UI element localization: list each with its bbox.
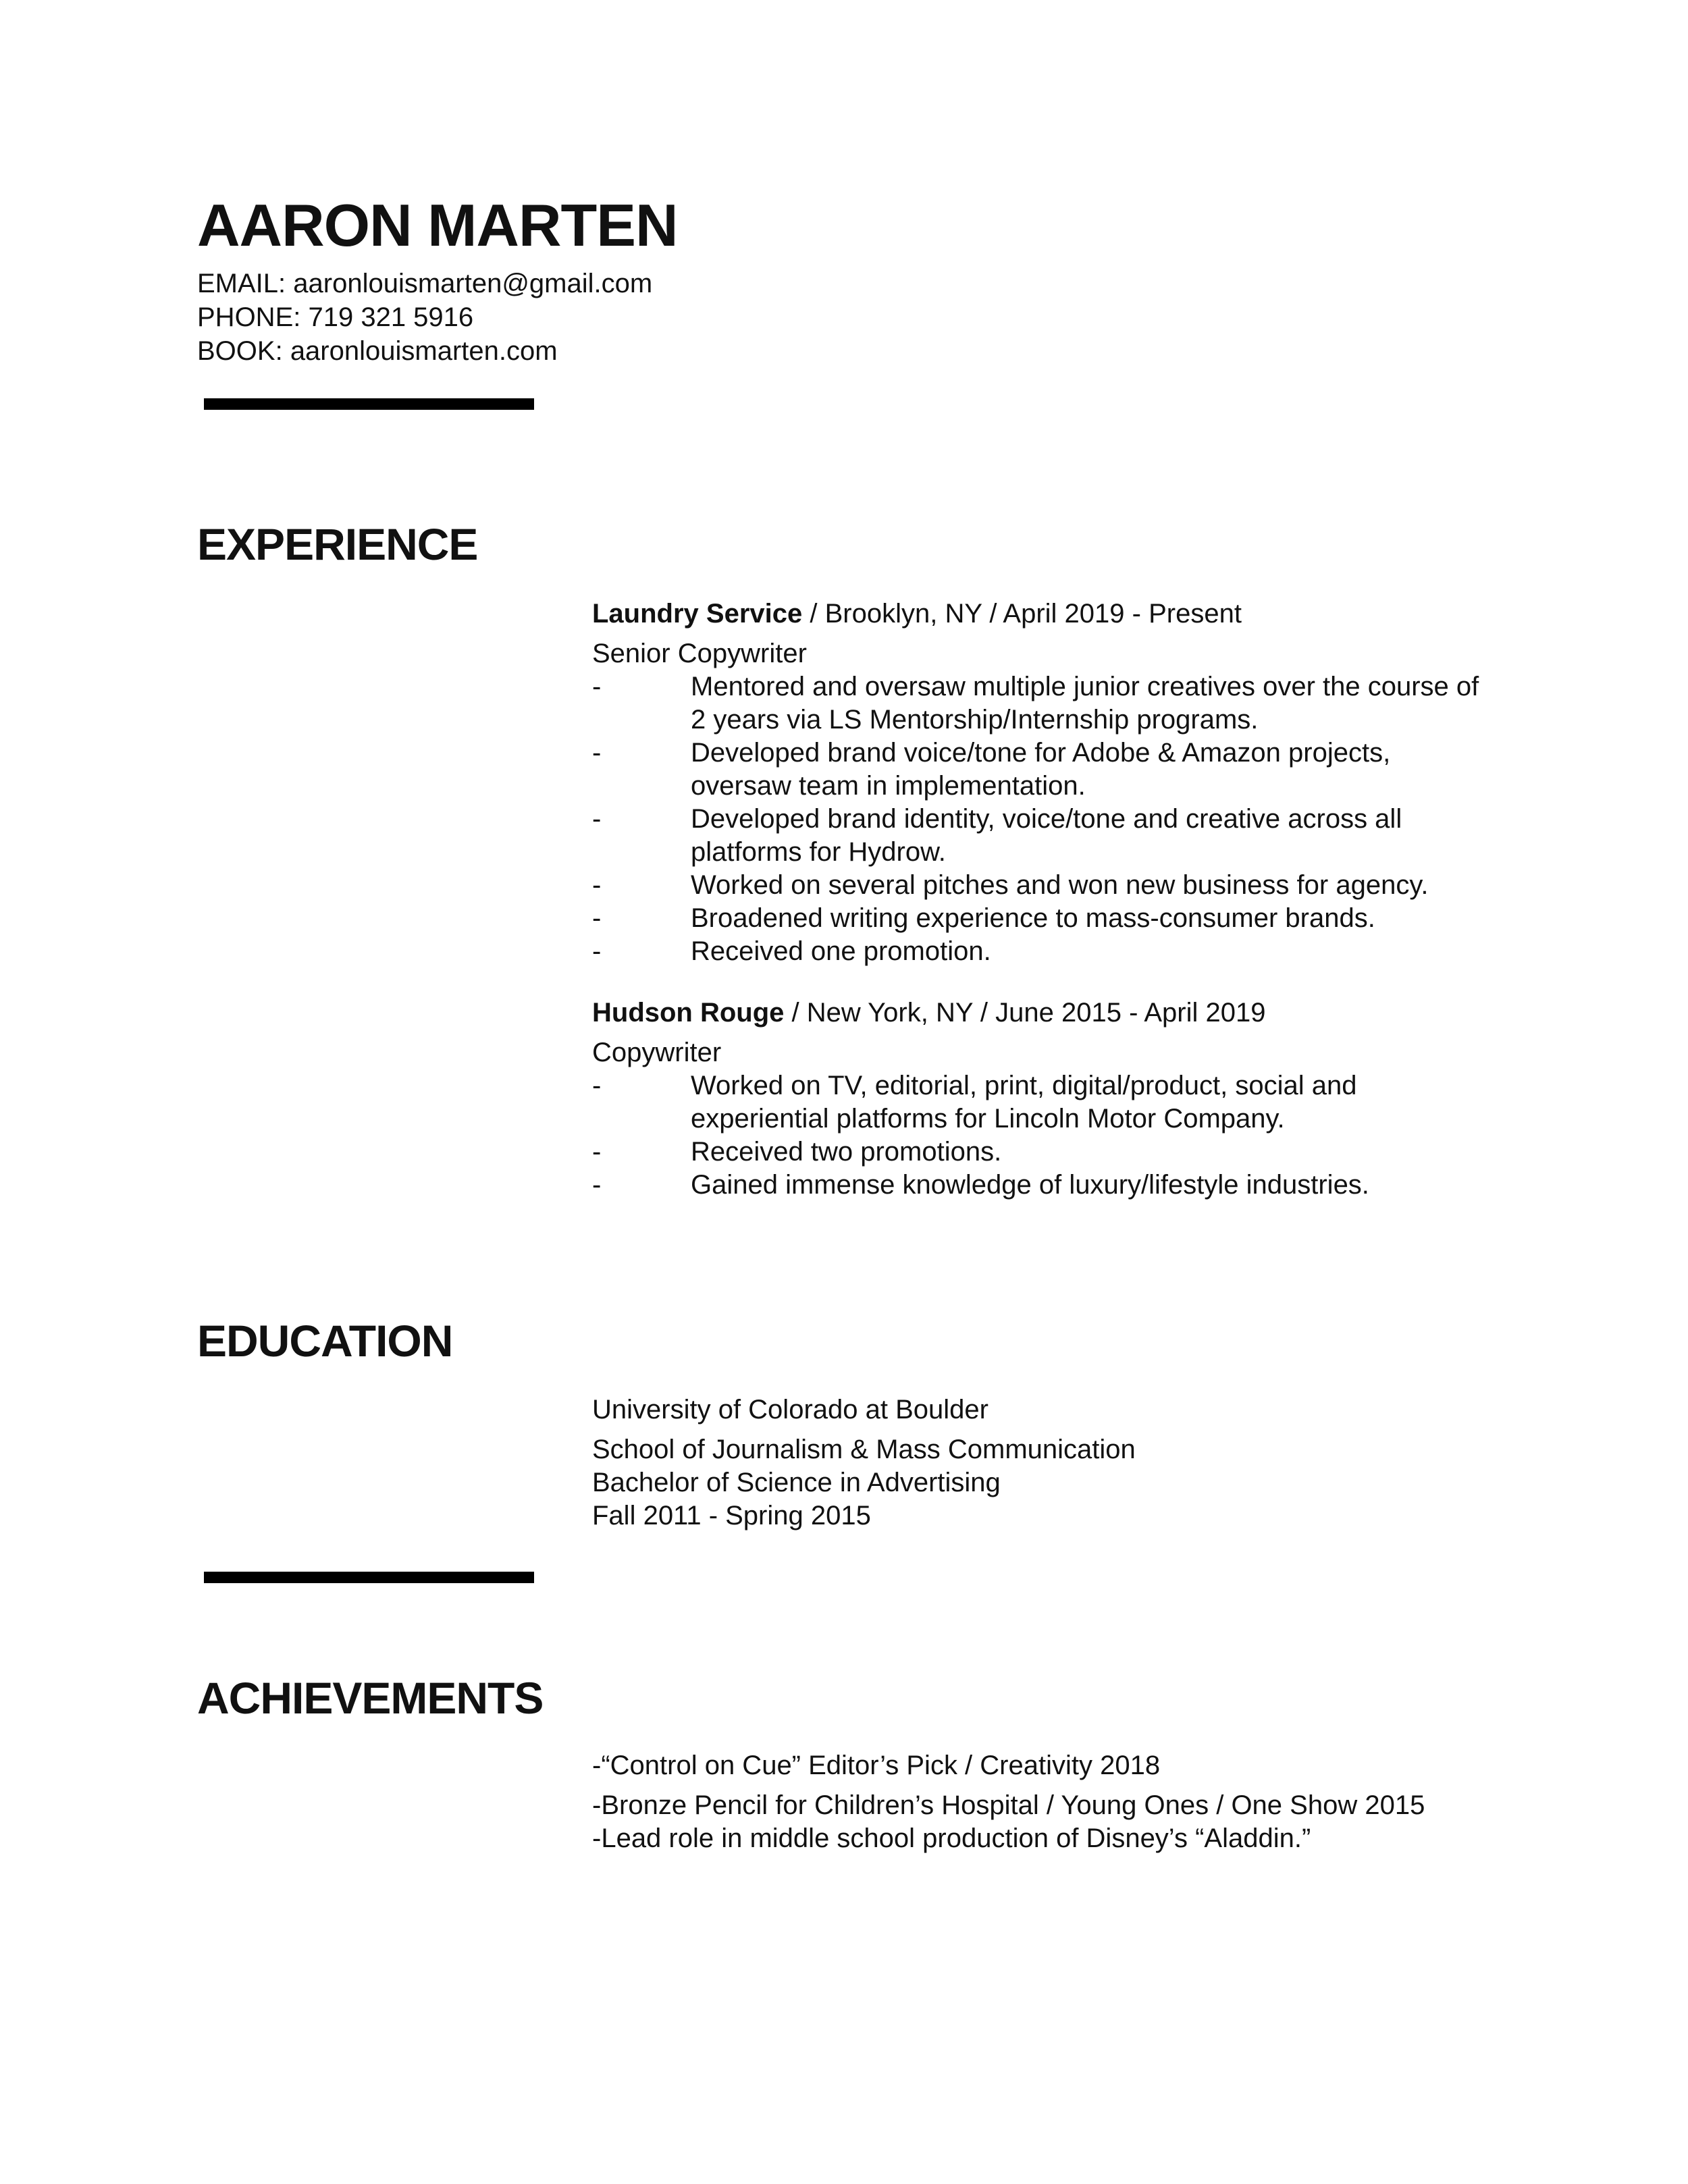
bullet-dash: - xyxy=(592,1137,602,1167)
education-content xyxy=(592,1393,1537,1533)
bullet-dash: - xyxy=(592,870,602,900)
bullet-dash: - xyxy=(592,804,602,834)
bullet-item xyxy=(592,1136,1537,1169)
bullet-item xyxy=(592,869,1537,902)
achievement-item: -Bronze Pencil for Children’s Hospital / Young Ones / One Show 2015 xyxy=(592,1790,1425,1820)
bullet-text: Gained immense knowledge of luxury/lifestyle industries. xyxy=(691,1170,1369,1200)
bullet-item xyxy=(592,902,1537,935)
email-line: EMAIL: aaronlouismarten@gmail.com xyxy=(197,269,653,298)
job-details: / Brooklyn, NY / April 2019 - Present xyxy=(802,599,1242,629)
bullet-dash: - xyxy=(592,1170,602,1200)
bullet-text: Broadened writing experience to mass-consumer brands. xyxy=(691,903,1375,933)
job-entry xyxy=(592,597,1537,968)
job-entry xyxy=(592,996,1537,1202)
edu-school: University of Colorado at Boulder xyxy=(592,1395,988,1424)
experience-heading: EXPERIENCE xyxy=(197,519,478,569)
bullet-item xyxy=(592,1069,1537,1136)
bullet-item xyxy=(592,803,1537,869)
job-bullets xyxy=(592,670,1537,968)
experience-content xyxy=(592,597,1537,1230)
bullet-text: Received two promotions. xyxy=(691,1137,1002,1167)
achievements-content xyxy=(592,1749,1537,1855)
candidate-name: AARON MARTEN xyxy=(197,192,678,259)
bullet-dash: - xyxy=(592,738,602,768)
job-bullets xyxy=(592,1069,1537,1202)
job-role: Senior Copywriter xyxy=(592,639,807,668)
job-role: Copywriter xyxy=(592,1038,722,1067)
bullet-dash: - xyxy=(592,1071,602,1100)
phone-line: PHONE: 719 321 5916 xyxy=(197,302,474,332)
bullet-dash: - xyxy=(592,936,602,966)
education-divider xyxy=(204,1572,534,1583)
job-header xyxy=(592,597,1537,631)
contact-info xyxy=(197,267,652,368)
bullet-text: Worked on TV, editorial, print, digital/product, social and experiential platforms for Lincoln Motor Company. xyxy=(691,1071,1357,1134)
bullet-dash: - xyxy=(592,903,602,933)
edu-dates: Fall 2011 - Spring 2015 xyxy=(592,1501,871,1530)
achievement-item: -“Control on Cue” Editor’s Pick / Creativity 2018 xyxy=(592,1751,1161,1780)
company-name: Hudson Rouge xyxy=(592,998,785,1028)
book-line: BOOK: aaronlouismarten.com xyxy=(197,336,558,366)
bullet-text: Received one promotion. xyxy=(691,936,991,966)
edu-degree: Bachelor of Science in Advertising xyxy=(592,1468,1001,1497)
job-header xyxy=(592,996,1537,1030)
achievements-heading: ACHIEVEMENTS xyxy=(197,1673,544,1723)
bullet-item xyxy=(592,737,1537,803)
company-name: Laundry Service xyxy=(592,599,803,629)
education-heading: EDUCATION xyxy=(197,1316,453,1366)
achievement-item: -Lead role in middle school production of Disney’s “Aladdin.” xyxy=(592,1823,1311,1853)
edu-department: School of Journalism & Mass Communication xyxy=(592,1435,1136,1464)
bullet-text: Developed brand identity, voice/tone and creative across all platforms for Hydrow. xyxy=(691,804,1402,867)
job-details: / New York, NY / June 2015 - April 2019 xyxy=(784,998,1266,1028)
bullet-item xyxy=(592,1169,1537,1202)
bullet-item xyxy=(592,670,1537,737)
header-divider xyxy=(204,398,534,410)
bullet-dash: - xyxy=(592,672,602,701)
bullet-text: Worked on several pitches and won new business for agency. xyxy=(691,870,1429,900)
bullet-item xyxy=(592,935,1537,968)
bullet-text: Mentored and oversaw multiple junior creatives over the course of 2 years via LS Mentorship/Internship programs. xyxy=(691,672,1479,735)
bullet-text: Developed brand voice/tone for Adobe & Amazon projects, oversaw team in implementation. xyxy=(691,738,1391,801)
